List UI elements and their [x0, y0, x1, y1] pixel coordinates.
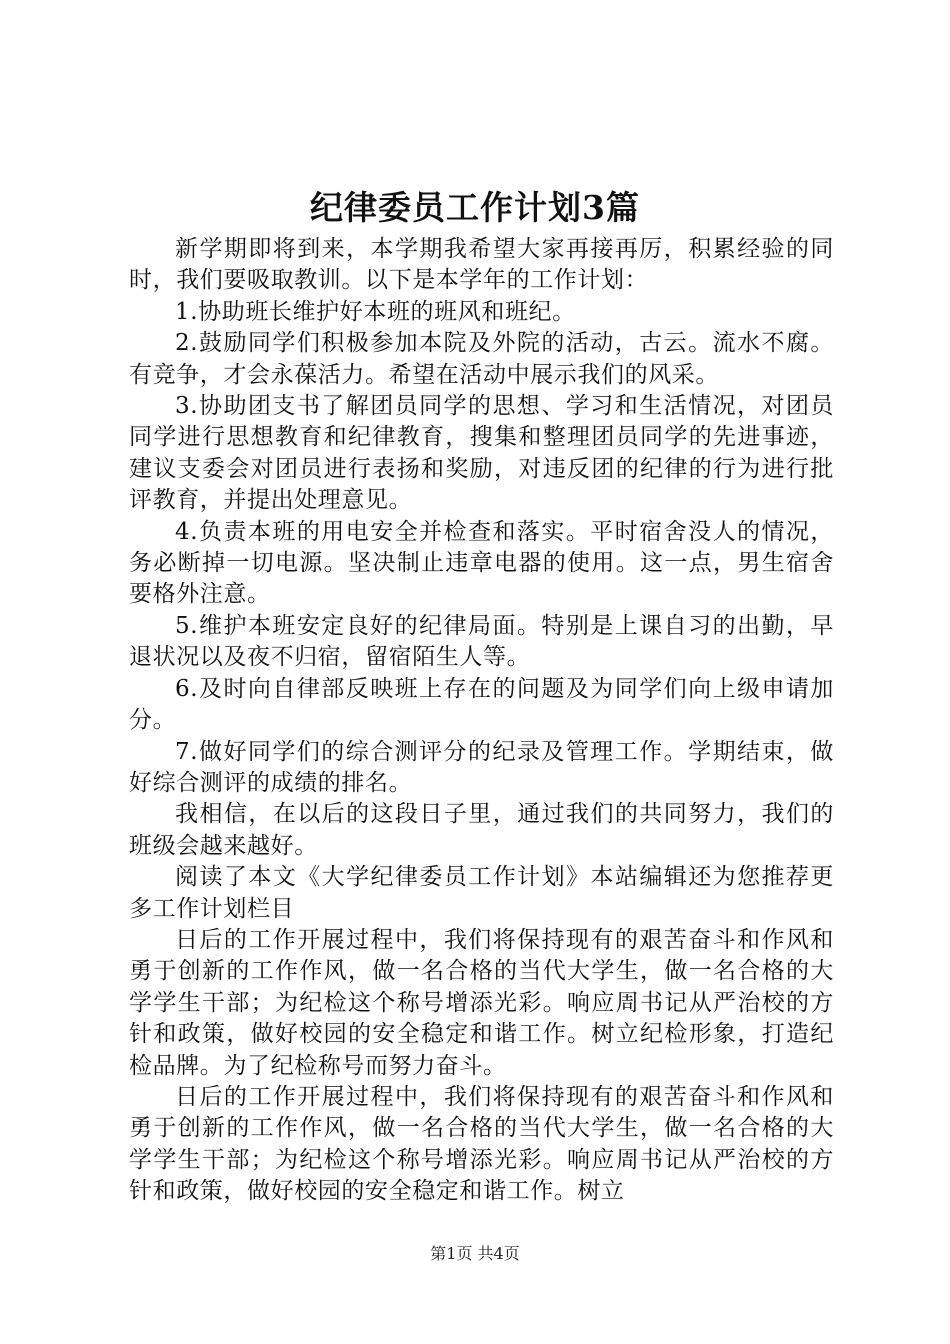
paragraph-conclusion: 我相信，在以后的这段日子里，通过我们的共同努力，我们的班级会越来越好。: [129, 801, 834, 859]
page-footer: 第1页 共4页: [430, 1244, 520, 1263]
document-title: 纪律委员工作计划3篇: [310, 188, 640, 227]
paragraph-item-6: 6.及时向自律部反映班上存在的问题及为同学们向上级申请加分。: [129, 675, 834, 734]
paragraph-item-7: 7.做好同学们的综合测评分的纪录及管理工作。学期结束，做好综合测评的成绩的排名。: [129, 738, 834, 796]
paragraph-item-1: 1.协助班长维护好本班的班风和班纪。: [175, 298, 576, 325]
document-body: [129, 234, 834, 1208]
paragraph-future-work-repeat: 日后的工作开展过程中，我们将保持现有的艰苦奋斗和作风和勇于创新的工作作风，做一名合格的当代大学生，做一名合格的大学学生干部；为纪检这个称号增添光彩。响应周书记从严治校的方针和政策，做好校园的安全稳定和谐工作。树立: [129, 1083, 834, 1205]
paragraph-item-2: 2.鼓励同学们积极参加本院及外院的活动，古云。流水不腐。有竞争，才会永葆活力。希望在活动中展示我们的风采。: [129, 330, 834, 388]
paragraph-intro: 新学期即将到来，本学期我希望大家再接再厉，积累经验的同时，我们要吸取教训。以下是本学年的工作计划：: [129, 236, 834, 294]
paragraph-future-work: 日后的工作开展过程中，我们将保持现有的艰苦奋斗和作风和勇于创新的工作作风，做一名合格的当代大学生，做一名合格的大学学生干部；为纪检这个称号增添光彩。响应周书记从严治校的方针和政策，做好校园的安全稳定和谐工作。树立纪检形象，打造纪检品牌。为了纪检称号而努力奋斗。: [129, 926, 834, 1079]
paragraph-recommendation: 阅读了本文《大学纪律委员工作计划》本站编辑还为您推荐更多工作计划栏目: [129, 864, 834, 922]
paragraph-item-4: 4.负责本班的用电安全并检查和落实。平时宿舍没人的情况，务必断掉一切电源。坚决制止违章电器的使用。这一点，男生宿舍要格外注意。: [129, 518, 834, 608]
paragraph-item-5: 5.维护本班安定良好的纪律局面。特别是上课自习的出勤，早退状况以及夜不归宿，留宿陌生人等。: [129, 612, 834, 671]
paragraph-item-3: 3.协助团支书了解团员同学的思想、学习和生活情况，对团员同学进行思想教育和纪律教育，搜集和整理团员同学的先进事迹，建议支委会对团员进行表扬和奖励，对违反团的纪律的行为进行批评教育，并提出处理意见。: [129, 393, 834, 514]
